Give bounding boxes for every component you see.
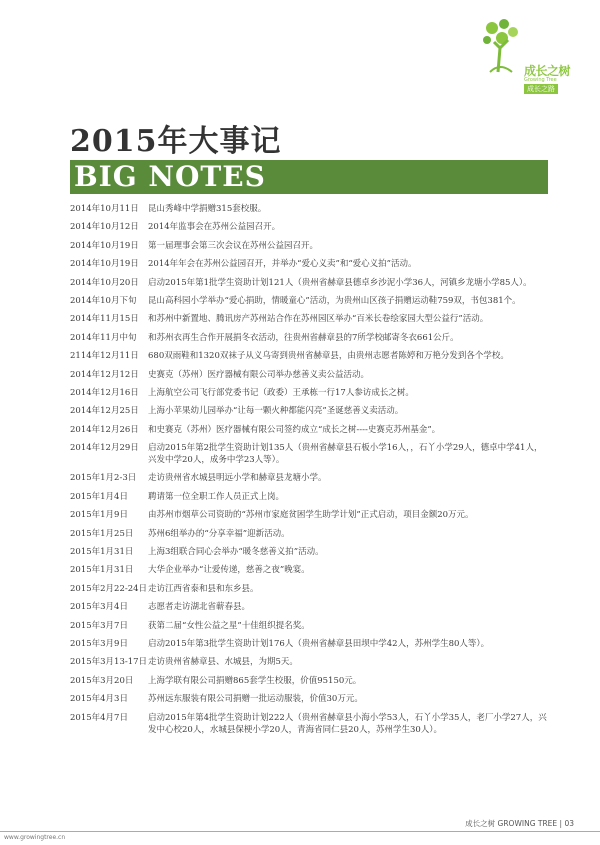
event-row xyxy=(70,387,550,399)
event-description: 走访贵州省赫章县、水城县，为期5天。 xyxy=(148,657,298,668)
event-description: 启动2015年第4批学生资助计划222人（贵州省赫章县小海小学53人，石丫小学35人，老厂小学27人，兴发中心校20人，水城县保梗小学20人，青海省同仁县20人，苏州学生30人）。 xyxy=(148,712,547,735)
event-date: 2014年12月25日 xyxy=(70,406,139,417)
event-description: 由苏州市烟草公司资助的“苏州市家庭贫困学生助学计划”正式启动，项目金额20万元。 xyxy=(148,510,474,521)
event-row xyxy=(70,221,550,233)
event-row xyxy=(70,405,550,417)
event-date: 2014年10月12日 xyxy=(70,222,139,233)
event-date: 2014年10月20日 xyxy=(70,277,139,288)
event-date: 2014年12月12日 xyxy=(70,369,139,380)
event-description: 走访贵州省水城县明远小学和赫章县龙塘小学。 xyxy=(148,473,327,484)
event-row xyxy=(70,313,550,325)
event-row xyxy=(70,295,550,307)
event-date: 2015年1月2-3日 xyxy=(70,473,137,484)
event-description: 启动2015年第3批学生资助计划176人（贵州省赫章县田坝中学42人，苏州学生80人等）。 xyxy=(148,638,490,649)
event-description: 上海航空公司飞行部党委书记（政委）王承栋一行17人参访成长之树。 xyxy=(148,387,414,398)
event-row xyxy=(70,472,550,484)
event-date: 2015年3月9日 xyxy=(70,638,128,649)
event-date: 2014年11月中旬 xyxy=(70,332,137,343)
event-date: 2014年11月15日 xyxy=(70,314,139,325)
event-description: 史赛克（苏州）医疗器械有限公司举办慈善义卖公益活动。 xyxy=(148,369,370,380)
event-description: 680双雨鞋和1320双袜子从义乌寄到贵州省赫章县，由贵州志愿者陈婷和万艳分发到各个学校。 xyxy=(148,351,509,362)
event-date: 2015年2月22-24日 xyxy=(70,583,148,594)
footer-divider xyxy=(0,831,600,832)
event-description: 上海学联有限公司捐赠865套学生校服，价值95150元。 xyxy=(148,675,362,686)
event-description: 2014年年会在苏州公益园召开，并举办“爱心义卖”和“爱心义拍”活动。 xyxy=(148,259,417,270)
event-row xyxy=(70,620,550,632)
event-date: 2014年10月11日 xyxy=(70,204,139,214)
event-row xyxy=(70,693,550,705)
event-description: 昆山高科园小学举办“爱心捐助，情暖童心”活动，为贵州山区孩子捐赠运动鞋759双，书包381个。 xyxy=(148,295,521,306)
event-row xyxy=(70,203,550,215)
event-date: 2014年12月26日 xyxy=(70,424,139,435)
event-description: 走访江西省泰和县和东乡县。 xyxy=(148,583,259,594)
event-description: 和苏州衣再生合作开展捐冬衣活动，往贵州省赫章县的7所学校邮寄冬衣661公斤。 xyxy=(148,332,459,343)
event-date: 2014年12月16日 xyxy=(70,387,139,398)
event-description: 和史赛克（苏州）医疗器械有限公司签约成立“成长之树----史赛克苏州基金”。 xyxy=(148,424,441,435)
event-description: 大华企业举办“让爱传递，慈善之夜”晚宴。 xyxy=(148,565,310,576)
event-row xyxy=(70,564,550,576)
event-date: 2015年1月31日 xyxy=(70,565,134,576)
event-date: 2015年3月7日 xyxy=(70,620,128,631)
event-description: 获第二届“女性公益之星”十佳组织提名奖。 xyxy=(148,620,310,631)
event-description: 和苏州中新置地、腾讯房产苏州站合作在苏州园区举办“百米长卷绘家园大型公益行”活动。 xyxy=(148,314,489,325)
event-date: 2015年4月7日 xyxy=(70,712,128,723)
event-row xyxy=(70,369,550,381)
event-row xyxy=(70,638,550,650)
event-date: 2015年3月13-17日 xyxy=(70,657,148,668)
event-description: 上海3组联合同心会举办“暖冬慈善义拍”活动。 xyxy=(148,547,324,558)
footer-url: www.growingtree.cn xyxy=(4,834,66,841)
event-description: 昆山秀峰中学捐赠315套校服。 xyxy=(148,204,267,214)
event-row xyxy=(70,277,550,289)
event-row xyxy=(70,442,550,466)
logo-tag: 成长之路 xyxy=(524,84,558,94)
event-description: 苏州远东服装有限公司捐赠一批运动服装，价值30万元。 xyxy=(148,694,363,705)
event-description: 志愿者走访湖北省蕲春县。 xyxy=(148,602,251,613)
event-row xyxy=(70,509,550,521)
event-description: 聘请第一位全职工作人员正式上岗。 xyxy=(148,491,285,502)
event-row xyxy=(70,583,550,595)
event-row xyxy=(70,712,550,736)
logo xyxy=(478,18,578,93)
event-date: 2015年1月9日 xyxy=(70,510,128,521)
event-row xyxy=(70,424,550,436)
event-row xyxy=(70,528,550,540)
event-description: 第一届理事会第三次会议在苏州公益园召开。 xyxy=(148,240,319,251)
logo-subtitle: Growing Tree xyxy=(524,77,557,83)
event-date: 2014年12月29日 xyxy=(70,443,139,454)
event-date: 2014年10月下旬 xyxy=(70,295,137,306)
event-list xyxy=(70,203,550,742)
event-date: 2015年1月31日 xyxy=(70,547,134,558)
section-banner xyxy=(70,160,548,194)
event-date: 2015年4月3日 xyxy=(70,694,128,705)
event-row xyxy=(70,332,550,344)
event-row xyxy=(70,258,550,270)
event-date: 2015年1月25日 xyxy=(70,528,134,539)
event-date: 2014年10月19日 xyxy=(70,240,139,251)
event-row xyxy=(70,546,550,558)
event-row xyxy=(70,675,550,687)
event-date: 2015年3月20日 xyxy=(70,675,134,686)
banner-title: BIG NOTES xyxy=(74,160,266,193)
event-row xyxy=(70,350,550,362)
event-description: 上海小苹果幼儿园举办“让每一颗火种都能闪亮”圣诞慈善义卖活动。 xyxy=(148,406,404,417)
event-row xyxy=(70,491,550,503)
event-date: 2015年1月4日 xyxy=(70,491,128,502)
event-date: 2014年10月19日 xyxy=(70,259,139,270)
page-title: 2015年大事记 xyxy=(70,124,282,159)
event-row xyxy=(70,240,550,252)
logo-name: 成长之树 xyxy=(524,64,571,78)
event-row xyxy=(70,656,550,668)
event-date: 2114年12月11日 xyxy=(70,351,139,362)
event-description: 2014年监事会在苏州公益园召开。 xyxy=(148,222,281,233)
event-description: 启动2015年第2批学生资助计划135人（贵州省赫章县石板小学16人，，石丫小学29人，德卓中学41人，兴发中学20人，成务中学23人等）。 xyxy=(148,443,543,466)
event-row xyxy=(70,601,550,613)
growing-tree-icon xyxy=(478,18,524,74)
footer-page-label: 成长之树 GROWING TREE | 03 xyxy=(465,819,574,828)
event-date: 2015年3月4日 xyxy=(70,602,128,613)
event-description: 启动2015年第1批学生资助计划121人（贵州省赫章县德卓乡沙泥小学36人，河镇乡龙塘小学85人）。 xyxy=(148,277,532,288)
event-description: 苏州6组举办的“分享幸福”迎新活动。 xyxy=(148,528,290,539)
